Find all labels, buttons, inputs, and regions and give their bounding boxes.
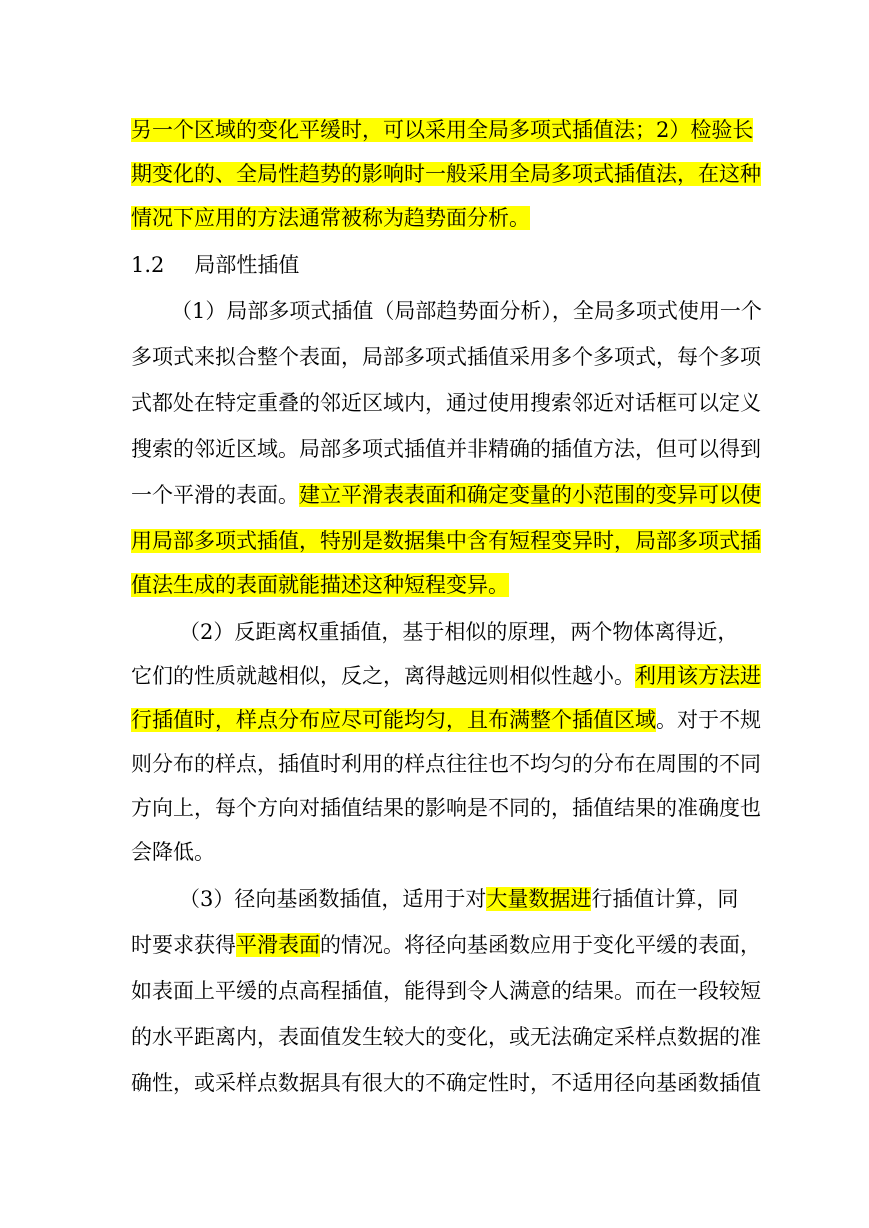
highlighted-text: 另一个区域的变化平缓时，可以采用全局多项式插值法；2）检验长 bbox=[131, 118, 754, 142]
text-line: 则分布的样点，插值时利用的样点往往也不均匀的分布在周围的不同 bbox=[131, 752, 761, 776]
text-line bbox=[131, 476, 761, 514]
plain-text: 行插值计算，同 bbox=[591, 887, 739, 911]
text-line bbox=[131, 199, 738, 237]
text-line bbox=[131, 155, 761, 193]
item-text bbox=[234, 880, 738, 918]
text-line bbox=[131, 926, 761, 964]
highlighted-text: 用局部多项式插值，特别是数据集中含有短程变异时，局部多项式插 bbox=[131, 529, 761, 553]
text-line: 多项式来拟合整个表面，局部多项式插值采用多个多项式，每个多项 bbox=[131, 345, 761, 369]
highlighted-text: 值法生成的表面就能描述这种短程变异。 bbox=[131, 573, 509, 597]
highlighted-text: 行插值时，样点分布应尽可能均匀，且布满整个插值区域 bbox=[131, 708, 656, 732]
plain-text: 径向基函数插值，适用于对 bbox=[234, 887, 487, 911]
section-title: 局部性插值 bbox=[194, 253, 300, 277]
text-line: 方向上，每个方向对插值结果的影响是不同的，插值结果的准确度也 bbox=[131, 796, 761, 820]
text-line bbox=[179, 613, 738, 651]
text-line bbox=[131, 566, 738, 604]
text-line bbox=[179, 880, 738, 918]
text-line: 会降低。 bbox=[131, 840, 215, 864]
highlighted-text: 建立平滑表表面和确定变量的小范围的变异可以使 bbox=[299, 483, 761, 507]
plain-text: 。对于不规 bbox=[656, 708, 761, 732]
text-line: 式都处在特定重叠的邻近区域内，通过使用搜索邻近对话框可以定义 bbox=[131, 391, 761, 415]
highlighted-text: 期变化的、全局性趋势的影响时一般采用全局多项式插值法，在这种 bbox=[131, 162, 761, 186]
highlighted-text: 情况下应用的方法通常被称为趋势面分析。 bbox=[131, 206, 530, 230]
text-line: 的水平距离内，表面值发生较大的变化，或无法确定采样点数据的准 bbox=[131, 1025, 761, 1049]
item-number: （3） bbox=[179, 887, 235, 911]
highlighted-text: 利用该方法进 bbox=[635, 664, 761, 688]
text-line bbox=[131, 522, 761, 560]
plain-text: 它们的性质就越相似，反之，离得越远则相似性越小。 bbox=[131, 664, 635, 688]
plain-text: 一个平滑的表面。 bbox=[131, 483, 299, 507]
highlighted-text: 大量数据进 bbox=[486, 887, 592, 911]
section-number: 1.2 bbox=[131, 253, 165, 277]
text-line: 确性，或采样点数据具有很大的不确定性时，不适用径向基函数插值 bbox=[131, 1071, 761, 1095]
item-text: 反距离权重插值，基于相似的原理，两个物体离得近， bbox=[234, 620, 739, 644]
text-line bbox=[171, 292, 762, 330]
highlighted-text: 平滑表面 bbox=[236, 933, 320, 957]
text-line bbox=[131, 701, 761, 739]
section-heading bbox=[131, 246, 738, 284]
text-line: 搜索的邻近区域。局部多项式插值并非精确的插值方法，但可以得到 bbox=[131, 437, 761, 461]
item-number: （2） bbox=[179, 620, 235, 644]
text-line: 如表面上平缓的点高程插值，能得到令人满意的结果。而在一段较短 bbox=[131, 979, 761, 1003]
text-line bbox=[131, 111, 754, 149]
item-number: （1） bbox=[171, 299, 227, 323]
item-text: 局部多项式插值（局部趋势面分析），全局多项式使用一个 bbox=[226, 299, 762, 323]
plain-text: 的情况。将径向基函数应用于变化平缓的表面， bbox=[320, 933, 761, 957]
plain-text: 时要求获得 bbox=[131, 933, 236, 957]
text-line bbox=[131, 657, 761, 695]
